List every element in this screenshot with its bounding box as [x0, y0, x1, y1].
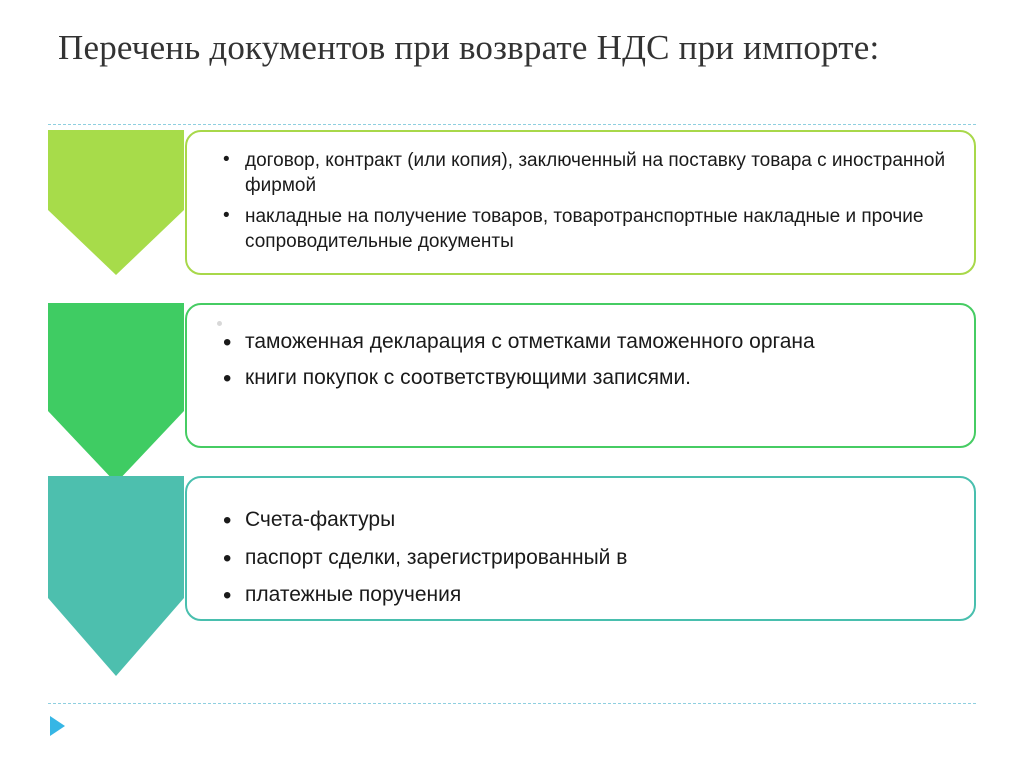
divider-top: [48, 124, 976, 125]
page-title: Перечень документов при возврате НДС при импорте:: [58, 28, 880, 67]
group-content-box-1: [185, 130, 976, 275]
bullet-list-2: [221, 327, 946, 394]
bullet-list-3: [221, 504, 946, 611]
list-item: • договор, контракт (или копия), заключенный на поставку товара с иностранной фирмой: [221, 148, 946, 198]
list-item: • накладные на получение товаров, товаротранспортные накладные и прочие сопроводительные документы: [221, 204, 946, 254]
chevron-arrow-icon-1: [48, 130, 184, 275]
group-row-2: [48, 303, 976, 448]
list-item: • книги покупок с соответствующими записями.: [221, 363, 946, 393]
list-item: • паспорт сделки, зарегистрированный в: [221, 542, 946, 574]
chevron-arrow-icon-3: [48, 476, 184, 676]
list-item: • Счета-фактуры: [221, 504, 946, 536]
play-triangle-icon[interactable]: [50, 716, 65, 736]
bullet-list-1: [221, 148, 946, 254]
group-content-box-2: [185, 303, 976, 448]
group-row-1: [48, 130, 976, 275]
chevron-arrow-icon-2: [48, 303, 184, 483]
list-item: • платежные поручения: [221, 579, 946, 611]
group-content-box-3: [185, 476, 976, 621]
group-row-3: [48, 476, 976, 621]
decorative-bullet-dot: [217, 321, 222, 326]
divider-bottom: [48, 703, 976, 704]
list-item: • таможенная декларация с отметками таможенного органа: [221, 327, 946, 357]
